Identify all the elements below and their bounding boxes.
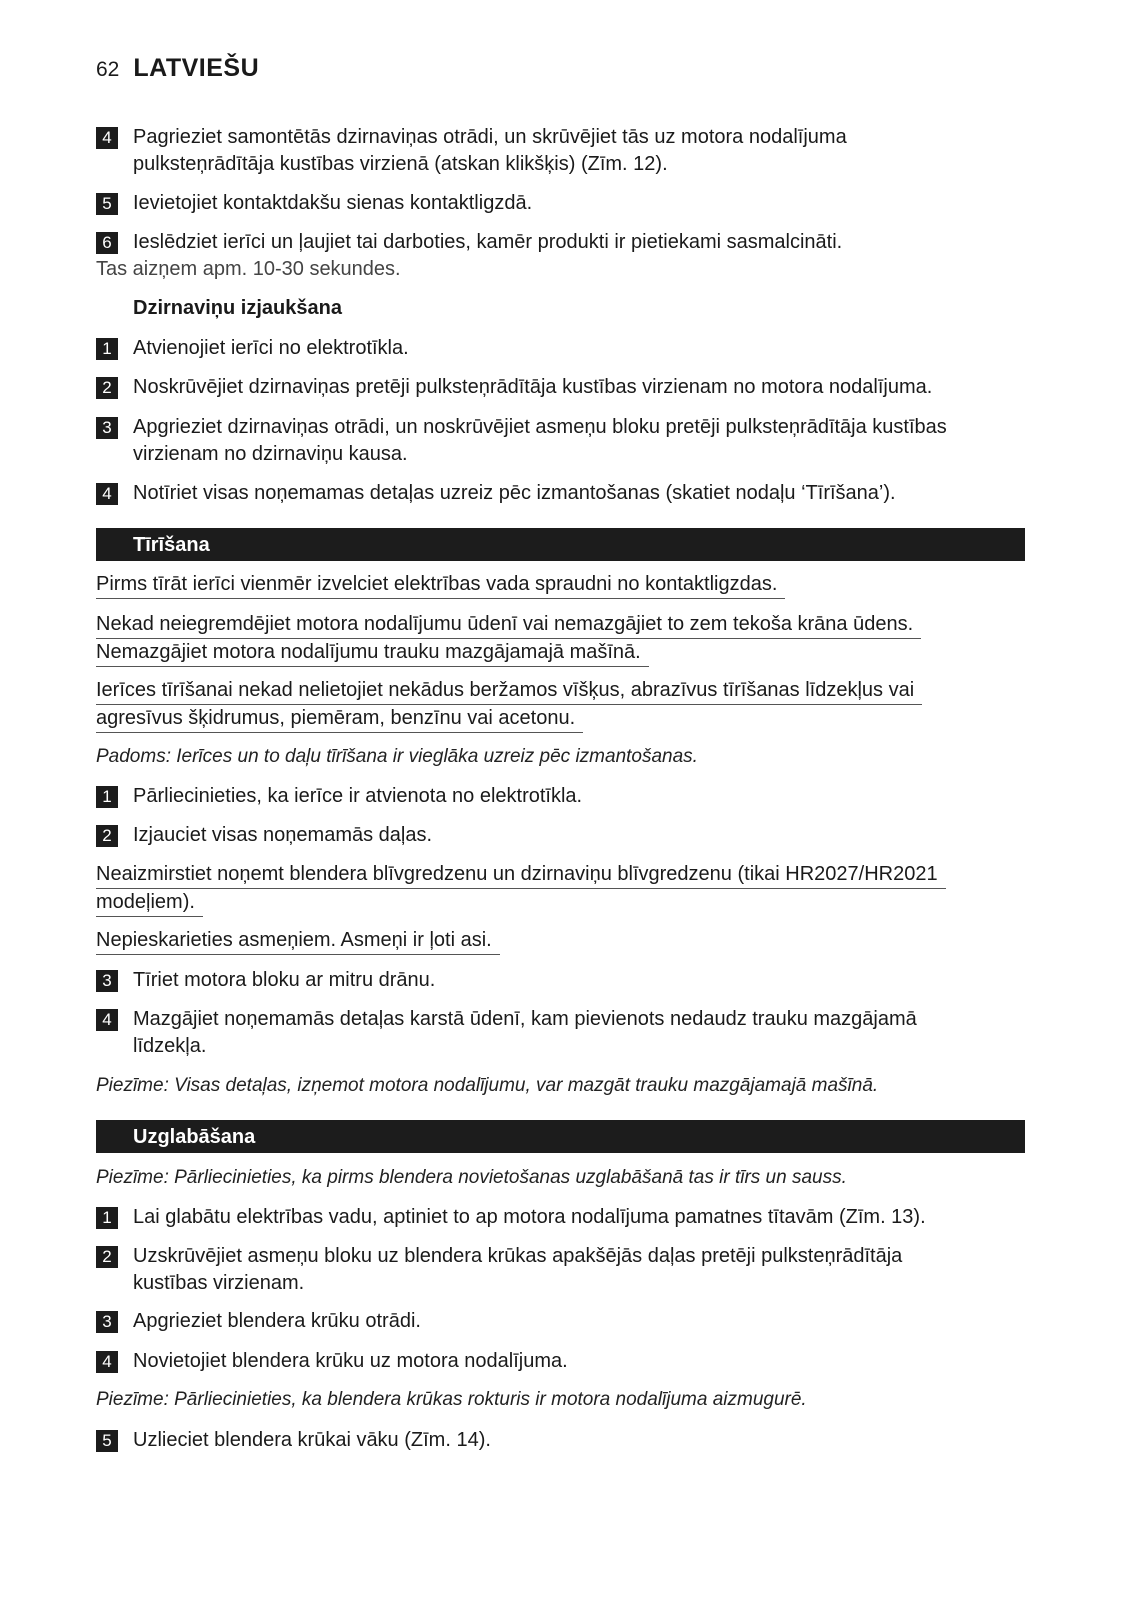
- warning-block: [96, 677, 1026, 733]
- step-item: [96, 783, 1026, 810]
- step-item: [96, 1348, 1026, 1375]
- step-number: 5: [96, 193, 118, 215]
- step-item: [96, 1308, 1026, 1335]
- warning-block: [96, 611, 1026, 667]
- step-text-line: Notīriet visas noņemamas detaļas uzreiz pēc izmantošanas (skatiet nodaļu ‘Tīrīšana’).: [133, 482, 896, 504]
- warning-line: modeļiem).: [96, 889, 203, 917]
- warning-line: Nekad neiegremdējiet motora nodalījumu ūdenī vai nemazgājiet to zem tekoša krāna ūdens.: [96, 611, 921, 639]
- step-item: [96, 335, 1026, 362]
- step-number: 6: [96, 232, 118, 254]
- warning-block: [96, 861, 1026, 917]
- duration-note: Tas aizņem apm. 10-30 sekundes.: [96, 258, 401, 280]
- warning-line: agresīvus šķidrumus, piemēram, benzīnu vai acetonu.: [96, 705, 583, 733]
- step-number: 4: [96, 127, 118, 149]
- step-number: 1: [96, 338, 118, 360]
- warning-line: Ierīces tīrīšanai nekad nelietojiet nekādus beržamos vīšķus, abrazīvus tīrīšanas līdzekļus vai: [96, 677, 922, 705]
- language-title: LATVIEŠU: [133, 54, 260, 82]
- step-text-line: Ievietojiet kontaktdakšu sienas kontaktligzdā.: [133, 192, 533, 214]
- step-text-line: Apgrieziet dzirnaviņas otrādi, un noskrūvējiet asmeņu bloku pretēji pulksteņrādītāja kustības: [133, 416, 947, 438]
- step-item: [96, 1204, 1026, 1231]
- cleaning-section-title: Tīrīšana: [133, 534, 210, 556]
- warning-line: Nemazgājiet motora nodalījumu trauku mazgājamajā mašīnā.: [96, 639, 649, 667]
- step-number: 4: [96, 1009, 118, 1031]
- step-text-line: Atvienojiet ierīci no elektrotīkla.: [133, 337, 409, 359]
- page-header: [96, 54, 259, 88]
- cleaning-note: Piezīme: Visas detaļas, izņemot motora nodalījumu, var mazgāt trauku mazgājamajā mašīnā.: [96, 1075, 879, 1096]
- step-number: 1: [96, 786, 118, 808]
- cleaning-section-bar: [96, 528, 1025, 561]
- step-number: 3: [96, 417, 118, 439]
- warning-line: Neaizmirstiet noņemt blendera blīvgredzenu un dzirnaviņu blīvgredzenu (tikai HR2027/HR2021: [96, 861, 946, 889]
- step-text-line: virzienam no dzirnaviņu kausa.: [133, 443, 408, 465]
- tip-note: Padoms: Ierīces un to daļu tīrīšana ir vieglāka uzreiz pēc izmantošanas.: [96, 746, 698, 767]
- step-number: 5: [96, 1430, 118, 1452]
- step-number: 2: [96, 377, 118, 399]
- step-number: 4: [96, 1351, 118, 1373]
- step-item: [96, 124, 1026, 178]
- storage-note: Piezīme: Pārliecinieties, ka pirms blendera novietošanas uzglabāšanā tas ir tīrs un sauss.: [96, 1167, 847, 1188]
- step-item: [96, 822, 1026, 849]
- step-text-line: Ieslēdziet ierīci un ļaujiet tai darboties, kamēr produkti ir pietiekami sasmalcināti.: [133, 231, 843, 253]
- warning-block: [96, 571, 1026, 599]
- step-text-line: Lai glabātu elektrības vadu, aptiniet to ap motora nodalījuma pamatnes tītavām (Zīm. 13).: [133, 1206, 926, 1228]
- step-text-line: Tīriet motora bloku ar mitru drānu.: [133, 969, 436, 991]
- step-text-line: Pagrieziet samontētās dzirnaviņas otrādi, un skrūvējiet tās uz motora nodalījuma: [133, 126, 847, 148]
- step-text-line: Noskrūvējiet dzirnaviņas pretēji pulksteņrādītāja kustības virzienam no motora nodalījuma.: [133, 376, 933, 398]
- step-text-line: Apgrieziet blendera krūku otrādi.: [133, 1310, 421, 1332]
- step-text-line: Uzskrūvējiet asmeņu bloku uz blendera krūkas apakšējās daļas pretēji pulksteņrādītāja: [133, 1245, 903, 1267]
- step-item: [96, 229, 1026, 256]
- step-number: 2: [96, 1246, 118, 1268]
- step-text-line: Novietojiet blendera krūku uz motora nodalījuma.: [133, 1350, 568, 1372]
- step-text-line: Uzlieciet blendera krūkai vāku (Zīm. 14).: [133, 1429, 491, 1451]
- page-number: 62: [96, 58, 120, 81]
- warning-line: Pirms tīrāt ierīci vienmēr izvelciet elektrības vada spraudni no kontaktligzdas.: [96, 571, 785, 599]
- step-number: 2: [96, 825, 118, 847]
- warning-line: Nepieskarieties asmeņiem. Asmeņi ir ļoti asi.: [96, 927, 500, 955]
- step-text-line: Mazgājiet noņemamās detaļas karstā ūdenī, kam pievienots nedaudz trauku mazgājamā: [133, 1008, 917, 1030]
- step-number: 1: [96, 1207, 118, 1229]
- step-number: 4: [96, 483, 118, 505]
- step-text-line: Izjauciet visas noņemamās daļas.: [133, 824, 433, 846]
- storage-note: Piezīme: Pārliecinieties, ka blendera krūkas rokturis ir motora nodalījuma aizmugurē.: [96, 1389, 807, 1410]
- storage-section-title: Uzglabāšana: [133, 1126, 256, 1148]
- step-number: 3: [96, 1311, 118, 1333]
- step-text-line: pulksteņrādītāja kustības virzienā (atskan klikšķis) (Zīm. 12).: [133, 153, 668, 175]
- step-item: [96, 1006, 1026, 1060]
- step-item: [96, 1243, 1026, 1297]
- step-item: [96, 480, 1026, 507]
- step-item: [96, 190, 1026, 217]
- step-text-line: līdzekļa.: [133, 1035, 207, 1057]
- storage-section-bar: [96, 1120, 1025, 1153]
- step-text-line: kustības virzienam.: [133, 1272, 305, 1294]
- step-item: [96, 967, 1026, 994]
- warning-block: [96, 927, 1026, 955]
- step-number: 3: [96, 970, 118, 992]
- disassembly-heading: Dzirnaviņu izjaukšana: [133, 297, 342, 319]
- step-text-line: Pārliecinieties, ka ierīce ir atvienota no elektrotīkla.: [133, 785, 583, 807]
- step-item: [96, 1427, 1026, 1454]
- step-item: [96, 414, 1026, 468]
- step-item: [96, 374, 1026, 401]
